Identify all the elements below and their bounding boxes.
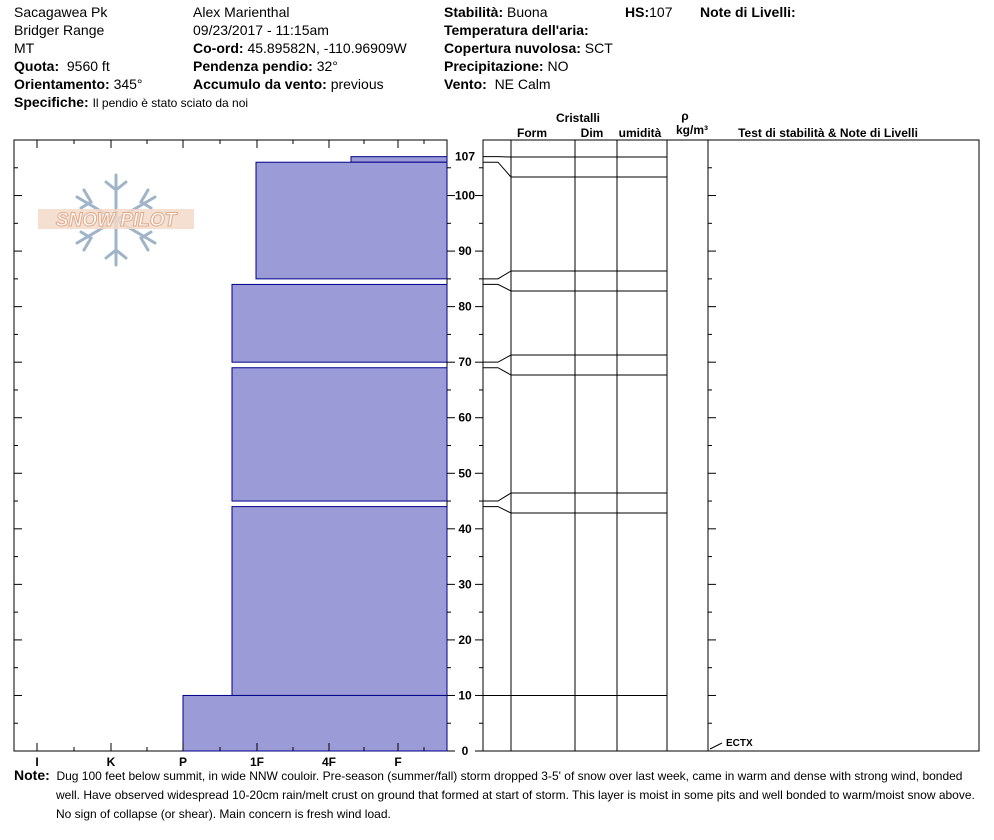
coord-value: 45.89582N, -110.96909W bbox=[247, 40, 407, 56]
hardness-tick-label: P bbox=[178, 755, 188, 766]
snowpilot-logo bbox=[36, 170, 196, 270]
elevation-value: 9560 ft bbox=[66, 58, 110, 74]
height-tick-label: 90 bbox=[458, 244, 472, 259]
layer-bar bbox=[232, 284, 447, 362]
layer-bars bbox=[183, 157, 447, 751]
sky-label: Copertura nuvolosa: bbox=[444, 40, 581, 56]
state-name: MT bbox=[14, 40, 35, 56]
stability-label: Stabilità: bbox=[444, 4, 504, 20]
specifics-label: Specifiche: bbox=[14, 94, 89, 110]
layer-boundary-connector bbox=[483, 284, 511, 291]
height-tick-label: 100 bbox=[454, 188, 476, 203]
rho-header: ρ bbox=[681, 109, 689, 123]
observer-name: Alex Marienthal bbox=[193, 4, 290, 20]
form-header: Form bbox=[517, 126, 547, 140]
hs-value: 107 bbox=[649, 4, 673, 20]
layer-boundary-connector bbox=[483, 162, 511, 177]
layer-boundary-connector bbox=[483, 507, 511, 513]
sky-value: SCT bbox=[584, 40, 613, 56]
wind-loading-value: previous bbox=[330, 76, 384, 92]
stability-value: Buona bbox=[507, 4, 548, 20]
hardness-tick-label: F bbox=[394, 755, 402, 766]
coord-label: Co-ord: bbox=[193, 40, 244, 56]
height-tick-label: 30 bbox=[458, 577, 472, 592]
height-tick-label: 80 bbox=[458, 299, 472, 314]
layer-bar bbox=[232, 368, 447, 501]
height-tick-label: 50 bbox=[458, 466, 472, 481]
layer-boundary-connector bbox=[483, 493, 511, 501]
notes-section bbox=[14, 766, 984, 824]
height-tick-label: 0 bbox=[461, 744, 469, 758]
crystals-header: Cristalli bbox=[555, 111, 601, 125]
density-unit-header: kg/m³ bbox=[675, 123, 709, 137]
wind-label: Vento: bbox=[444, 76, 487, 92]
hardness-tick-label: 1F bbox=[249, 755, 265, 766]
height-tick-label: 20 bbox=[458, 632, 472, 647]
slope-label: Pendenza pendio: bbox=[193, 58, 313, 74]
height-tick-label: 70 bbox=[458, 355, 472, 370]
height-tick-label: 40 bbox=[458, 521, 472, 536]
precip-value: NO bbox=[547, 58, 569, 74]
dim-header: Dim bbox=[580, 126, 604, 140]
elevation-label: Quota: bbox=[14, 58, 60, 74]
test-label: ECTX bbox=[726, 738, 753, 749]
notes-label: Note: bbox=[14, 767, 50, 783]
test-marker bbox=[710, 743, 722, 749]
hardness-tick-label: 4F bbox=[321, 755, 337, 766]
layer-bar bbox=[256, 162, 447, 279]
aspect-label: Orientamento: bbox=[14, 76, 110, 92]
layer-bar bbox=[232, 507, 447, 696]
hs-label: HS: bbox=[625, 4, 650, 20]
notes-text: Dug 100 feet below summit, in wide NNW couloir. Pre-season (summer/fall) storm dropped 3-5' of snow over last week, came in warm and dense with strong wind, bonded well. Have observed widespread 10-20cm rain/melt crust on ground that formed at start of storm. This layer is moist in some pits and well bonded to warm/moist snow above. No sign of collapse (or shear). Main concern is fresh wind load. bbox=[56, 769, 975, 821]
observation-datetime: 09/23/2017 - 11:15am bbox=[193, 22, 329, 38]
stability-tests-header: Test di stabilità & Note di Livelli bbox=[738, 126, 918, 140]
wind-value: NE Calm bbox=[494, 76, 551, 92]
layer-bar bbox=[351, 157, 447, 163]
layer-notes-label: Note di Livelli: bbox=[700, 4, 796, 20]
layer-bar bbox=[183, 695, 447, 751]
layer-table-frame bbox=[483, 140, 979, 751]
hardness-tick-label: I bbox=[35, 755, 39, 766]
precip-label: Precipitazione: bbox=[444, 58, 544, 74]
height-tick-label: 107 bbox=[454, 149, 476, 164]
layer-boundary-connector bbox=[483, 271, 511, 279]
aspect-value: 345° bbox=[113, 76, 143, 92]
height-tick-label: 60 bbox=[458, 410, 472, 425]
hardness-tick-label: K bbox=[106, 755, 116, 766]
moisture-header: umidità bbox=[618, 126, 662, 140]
wind-loading-label: Accumulo da vento: bbox=[193, 76, 327, 92]
slope-value: 32° bbox=[316, 58, 338, 74]
stability-test-marks bbox=[710, 738, 753, 749]
height-tick-label: 10 bbox=[458, 688, 472, 703]
specifics-value: Il pendio è stato sciato da noi bbox=[92, 96, 249, 110]
layer-boundary-connector bbox=[483, 368, 511, 375]
layer-boundary-connector bbox=[483, 355, 511, 362]
logo-text: SNOW PILOT bbox=[55, 210, 177, 231]
range-name: Bridger Range bbox=[14, 22, 105, 38]
location-name: Sacagawea Pk bbox=[14, 4, 108, 20]
air-temp-label: Temperatura dell'aria: bbox=[444, 22, 589, 38]
